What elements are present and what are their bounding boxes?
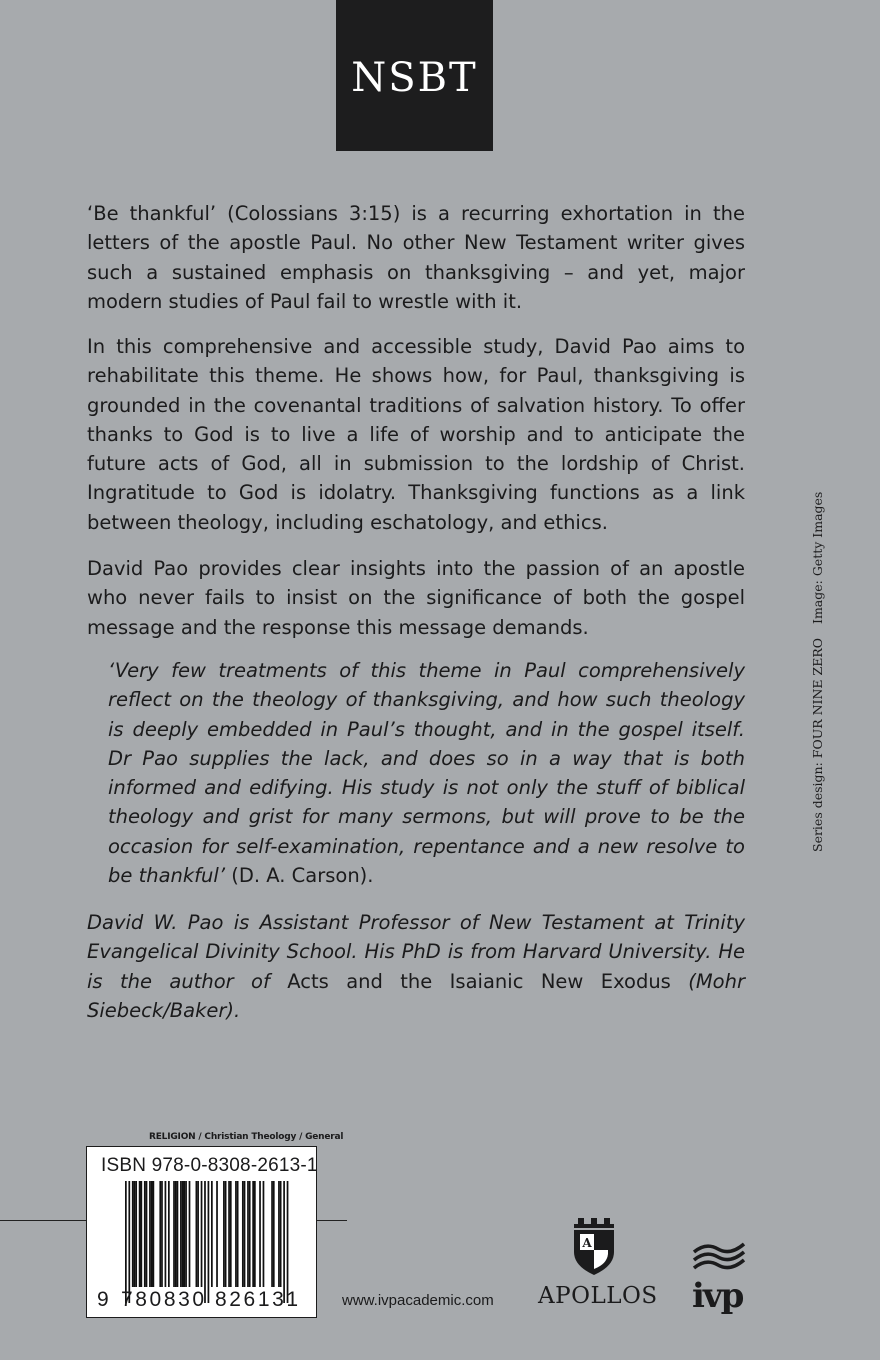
shield-letter: A [582, 1236, 592, 1250]
bisac-category: RELIGION / Christian Theology / General [149, 1132, 344, 1142]
author-bio-publishers: (Mohr Siebeck/Baker). [87, 969, 745, 1022]
endorsement-text: ‘Very few treatments of this theme in Paul comprehensively reflect on the theology of thanksgiving, and how such theology is deeply embedded in Paul’s thought, and in the gospel itself. Dr Pao supplies the lack, and does so in a way that is both informed and edifying. His study is not only the stuff of biblical theology and grist for many sermons, but will prove to be the occasion for self-examination, repentance and a new resolve to be thankful’ [108, 659, 745, 888]
blurb-paragraph-1: ‘Be thankful’ (Colossians 3:15) is a recurring exhortation in the letters of the apostle Paul. No other New Testament writer gives such a sustained emphasis on thanksgiving – and yet, major modern studies of Paul fail to wrestle with it. [87, 202, 745, 313]
barcode-digit-first: 9 [97, 1288, 109, 1311]
series-logo-text: NSBT [351, 54, 478, 101]
left-rule [0, 1220, 86, 1221]
barcode-rule [317, 1220, 347, 1221]
endorsement-quote [108, 656, 745, 890]
ivp-logo-text: ivp [692, 1276, 743, 1316]
blurb-paragraph-2: In this comprehensive and accessible study, David Pao aims to rehabilitate this theme. He shows how, for Paul, thanksgiving is grounded in the covenantal traditions of salvation history. To offer thanks to God is to live a life of worship and to anticipate the future acts of God, all in submission to the lordship of Christ. Ingratitude to God is idolatry. Thanksgiving functions as a link between theology, including eschatology, and ethics. [87, 335, 745, 534]
image-credit: Image: Getty Images [810, 491, 825, 624]
series-logo [336, 0, 493, 151]
series-design-credit: Series design: FOUR NINE ZERO [810, 638, 825, 852]
barcode [86, 1146, 317, 1318]
publisher-website: www.ivpacademic.com [342, 1292, 494, 1309]
author-bio-text: David W. Pao is Assistant Professor of New Testament at Trinity Evangelical Divinity School. His PhD is from Harvard University. He is the author of [87, 911, 745, 993]
blurb-paragraph-3: David Pao provides clear insights into the passion of an apostle who never fails to insist on the significance of both the gospel message and the response this message demands. [87, 557, 745, 639]
ivp-waves-icon [692, 1240, 746, 1274]
apollos-shield-icon [570, 1218, 618, 1276]
author-book-title: Acts and the Isaianic New Exodus [287, 969, 671, 993]
endorsement-attribution: (D. A. Carson). [231, 864, 374, 888]
barcode-digits-right: 826131 [215, 1288, 301, 1311]
side-credits [810, 492, 825, 852]
barcode-digits-left: 780830 [121, 1288, 207, 1311]
isbn-label: ISBN 978-0-8308-2613-1 [101, 1155, 318, 1176]
apollos-logo-text: APOLLOS [538, 1283, 658, 1309]
author-bio [87, 908, 745, 1025]
